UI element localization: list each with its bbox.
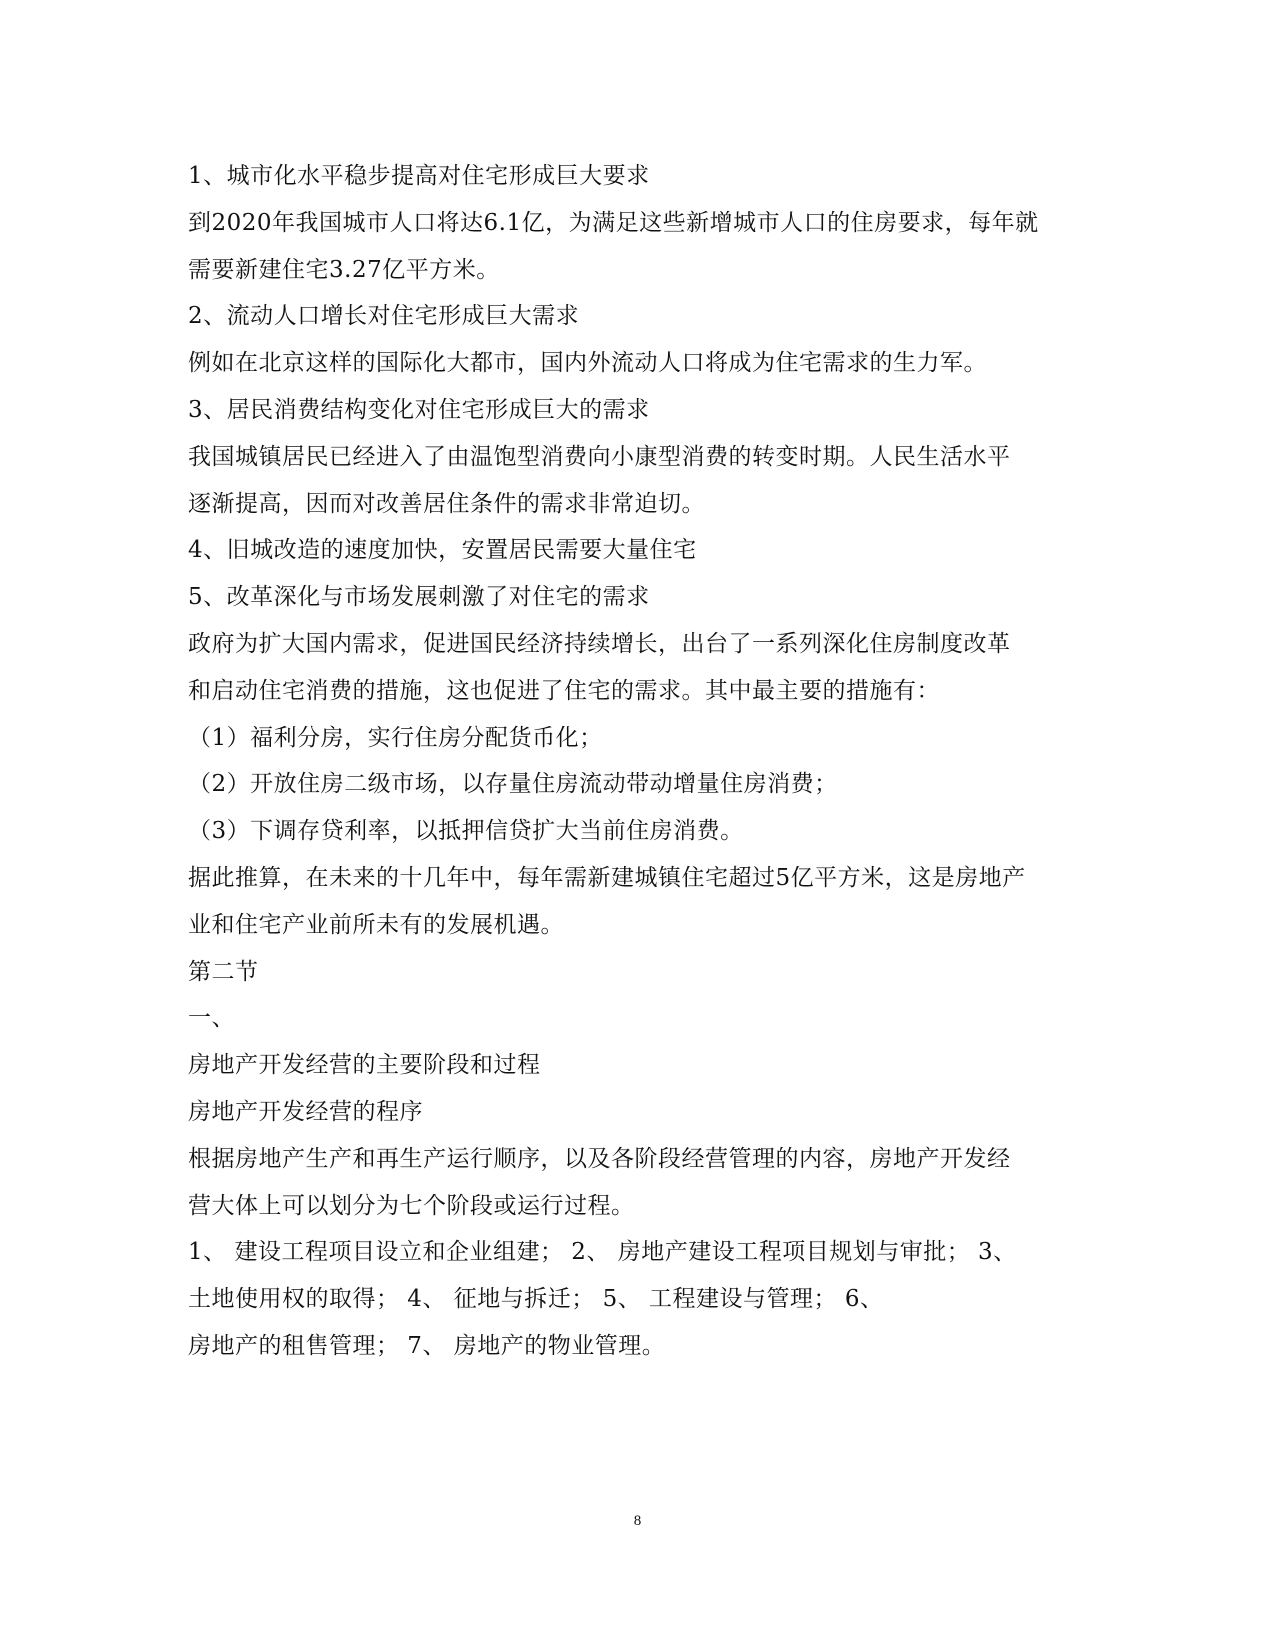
- heading-consumption-structure: 3、居民消费结构变化对住宅形成巨大的需求: [188, 396, 650, 423]
- subsection-number: 一、: [188, 1005, 235, 1032]
- list-item: （3）下调存贷利率，以抵押信贷扩大当前住房消费。: [188, 818, 744, 845]
- document-body: [188, 153, 1048, 1370]
- paragraph-line: 政府为扩大国内需求，促进国民经济持续增长，出台了一系列深化住房制度改革: [188, 630, 1011, 657]
- list-item: （1）福利分房，实行住房分配货币化；: [188, 724, 603, 751]
- paragraph-line: 到2020年我国城市人口将达6.1亿，为满足这些新增城市人口的住房要求，每年就: [188, 209, 1039, 236]
- list-item: （2）开放住房二级市场，以存量住房流动带动增量住房消费；: [188, 771, 838, 798]
- paragraph-line: 逐渐提高，因而对改善居住条件的需求非常迫切。: [188, 490, 705, 517]
- paragraph-line: 营大体上可以划分为七个阶段或运行过程。: [188, 1192, 635, 1219]
- paragraph-line: 据此推算，在未来的十几年中，每年需新建城镇住宅超过5亿平方米，这是房地产: [188, 864, 1026, 891]
- stage-list-line: 土地使用权的取得； 4、 征地与拆迁； 5、 工程建设与管理； 6、: [188, 1286, 884, 1313]
- paragraph-line: 根据房地产生产和再生产运行顺序，以及各阶段经营管理的内容，房地产开发经: [188, 1145, 1011, 1172]
- heading-urbanization: 1、城市化水平稳步提高对住宅形成巨大要求: [188, 163, 650, 189]
- subsection-heading: 房地产开发经营的主要阶段和过程: [188, 1052, 541, 1079]
- paragraph-line: 例如在北京这样的国际化大都市，国内外流动人口将成为住宅需求的生力军。: [188, 350, 987, 377]
- subsection-heading: 房地产开发经营的程序: [188, 1098, 423, 1125]
- stage-list-line: 1、 建设工程项目设立和企业组建； 2、 房地产建设工程项目规划与审批； 3、: [188, 1239, 1017, 1266]
- paragraph-line: 和启动住宅消费的措施，这也促进了住宅的需求。其中最主要的措施有：: [188, 677, 940, 704]
- section-heading: 第二节: [188, 958, 259, 985]
- heading-old-city-renovation: 4、旧城改造的速度加快，安置居民需要大量住宅: [188, 537, 697, 564]
- paragraph-line: 需要新建住宅3.27亿平方米。: [188, 256, 500, 283]
- page-number: 8: [633, 1513, 642, 1529]
- paragraph-line: 我国城镇居民已经进入了由温饱型消费向小康型消费的转变时期。人民生活水平: [188, 443, 1011, 470]
- heading-reform-deepening: 5、改革深化与市场发展刺激了对住宅的需求: [188, 584, 650, 611]
- heading-floating-population: 2、流动人口增长对住宅形成巨大需求: [188, 303, 580, 330]
- stage-list-line: 房地产的租售管理； 7、 房地产的物业管理。: [188, 1332, 666, 1359]
- paragraph-line: 业和住宅产业前所未有的发展机遇。: [188, 911, 564, 938]
